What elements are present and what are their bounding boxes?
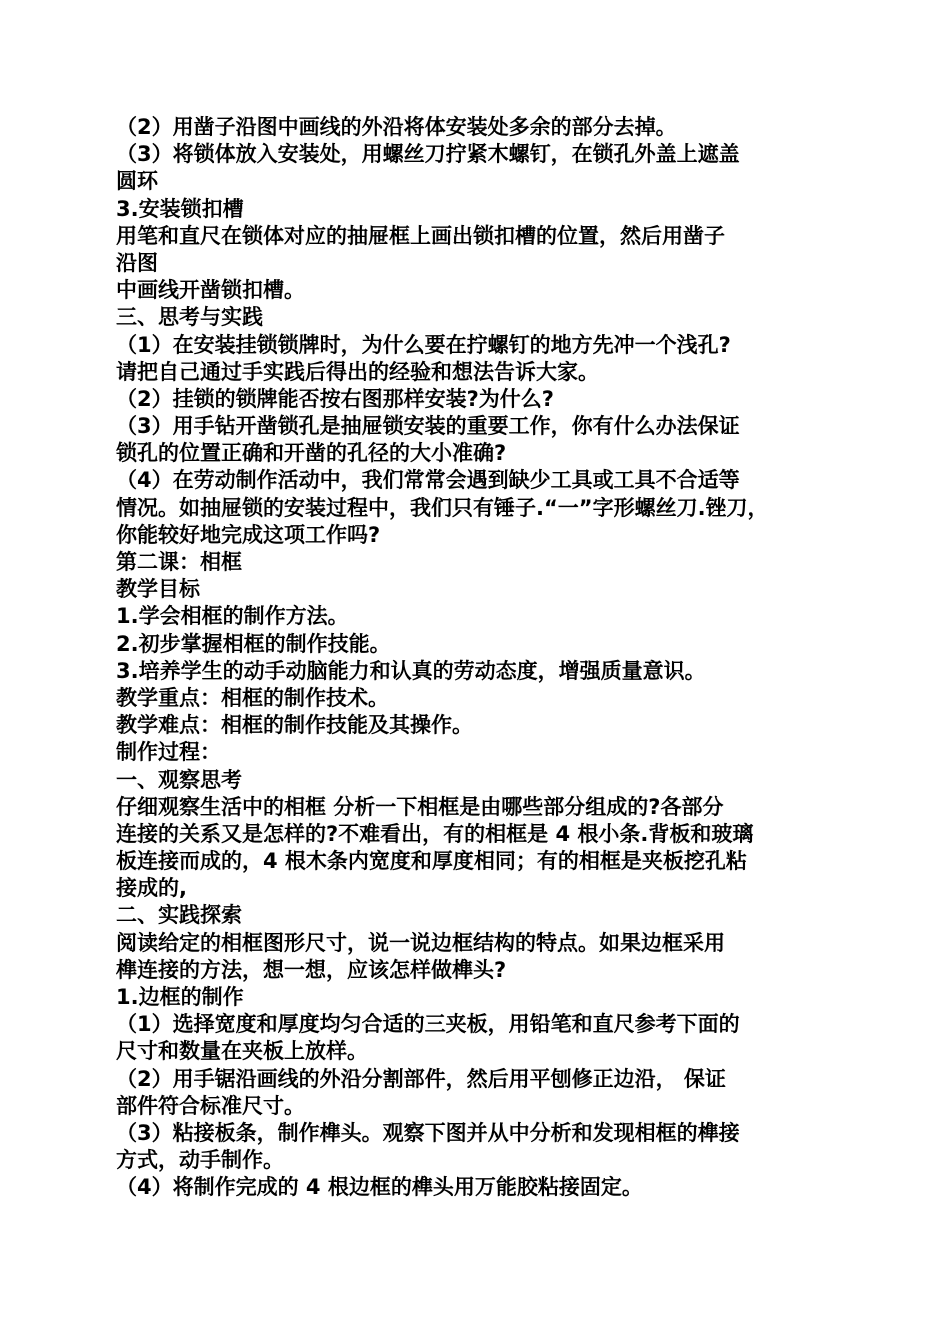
text-line: 3.安装锁扣槽 [116, 196, 244, 221]
document-body [116, 114, 832, 1202]
text-line: 阅读给定的相框图形尺寸，说一说边框结构的特点。如果边框采用 [116, 930, 725, 955]
text-line: （4）在劳动制作活动中，我们常常会遇到缺少工具或工具不合适等 [116, 468, 740, 493]
text-line: 2.初步掌握相框的制作技能。 [116, 631, 391, 656]
text-line: 教学目标 [116, 577, 200, 602]
text-line: 情况。如抽屉锁的安装过程中，我们只有锤子.“一”字形螺丝刀.锉刀， [116, 495, 769, 520]
text-line: （2）用手锯沿画线的外沿分割部件，然后用平刨修正边沿， 保证 [116, 1066, 726, 1091]
text-line: 3.培养学生的动手动脑能力和认真的劳动态度，增强质量意识。 [116, 658, 706, 683]
text-line: 1.边框的制作 [116, 985, 244, 1009]
text-line: 圆环 [116, 169, 158, 194]
text-line: （4）将制作完成的 4 根边框的榫头用万能胶粘接固定。 [116, 1175, 643, 1200]
text-line: 制作过程： [116, 740, 221, 765]
text-line: （3）粘接板条，制作榫头。观察下图并从中分析和发现相框的榫接 [116, 1120, 740, 1145]
text-line: （1）在安装挂锁锁牌时，为什么要在拧螺钉的地方先冲一个浅孔? [116, 332, 731, 357]
text-line: 锁孔的位置正确和开凿的孔径的大小准确? [116, 441, 507, 466]
text-line: 第二课：相框 [116, 550, 242, 574]
text-line: 用笔和直尺在锁体对应的抽屉框上画出锁扣槽的位置，然后用凿子 [116, 223, 725, 248]
text-line: 方式，动手制作。 [116, 1148, 284, 1173]
text-line: （2）挂锁的锁牌能否按右图那样安装?为什么? [116, 386, 554, 411]
text-line: 一、观察思考 [116, 767, 242, 792]
text-line: 教学难点：相框的制作技能及其操作。 [116, 713, 473, 738]
text-line: （3）将锁体放入安装处，用螺丝刀拧紧木螺钉，在锁孔外盖上遮盖 [116, 142, 740, 167]
text-line: 仔细观察生活中的相框 分析一下相框是由哪些部分组成的?各部分 [116, 794, 724, 819]
text-line: 板连接而成的，4 根木条内宽度和厚度相同；有的相框是夹板挖孔粘 [116, 849, 747, 874]
text-line: 请把自己通过手实践后得出的经验和想法告诉大家。 [116, 359, 599, 384]
text-line: 教学重点：相框的制作技术。 [116, 685, 389, 710]
text-line: （1）选择宽度和厚度均匀合适的三夹板，用铅笔和直尺参考下面的 [116, 1012, 740, 1037]
text-line: 三、思考与实践 [116, 305, 263, 330]
text-line: （2）用凿子沿图中画线的外沿将体安装处多余的部分去掉。 [116, 115, 677, 139]
text-line: 连接的关系又是怎样的?不难看出，有的相框是 4 根小条.背板和玻璃 [116, 821, 754, 846]
text-line: 1.学会相框的制作方法。 [116, 604, 349, 629]
text-line: 尺寸和数量在夹板上放样。 [116, 1039, 368, 1064]
text-line: 中画线开凿锁扣槽。 [116, 278, 305, 303]
text-line: 接成的, [116, 876, 187, 901]
text-line: （3）用手钻开凿锁孔是抽屉锁安装的重要工作，你有什么办法保证 [116, 414, 740, 439]
text-line: 二、实践探索 [116, 903, 242, 928]
text-line: 榫连接的方法，想一想，应该怎样做榫头? [116, 957, 507, 982]
text-line: 你能较好地完成这项工作吗? [116, 522, 381, 547]
text-line: 部件符合标准尺寸。 [116, 1093, 305, 1118]
text-line: 沿图 [116, 250, 158, 275]
